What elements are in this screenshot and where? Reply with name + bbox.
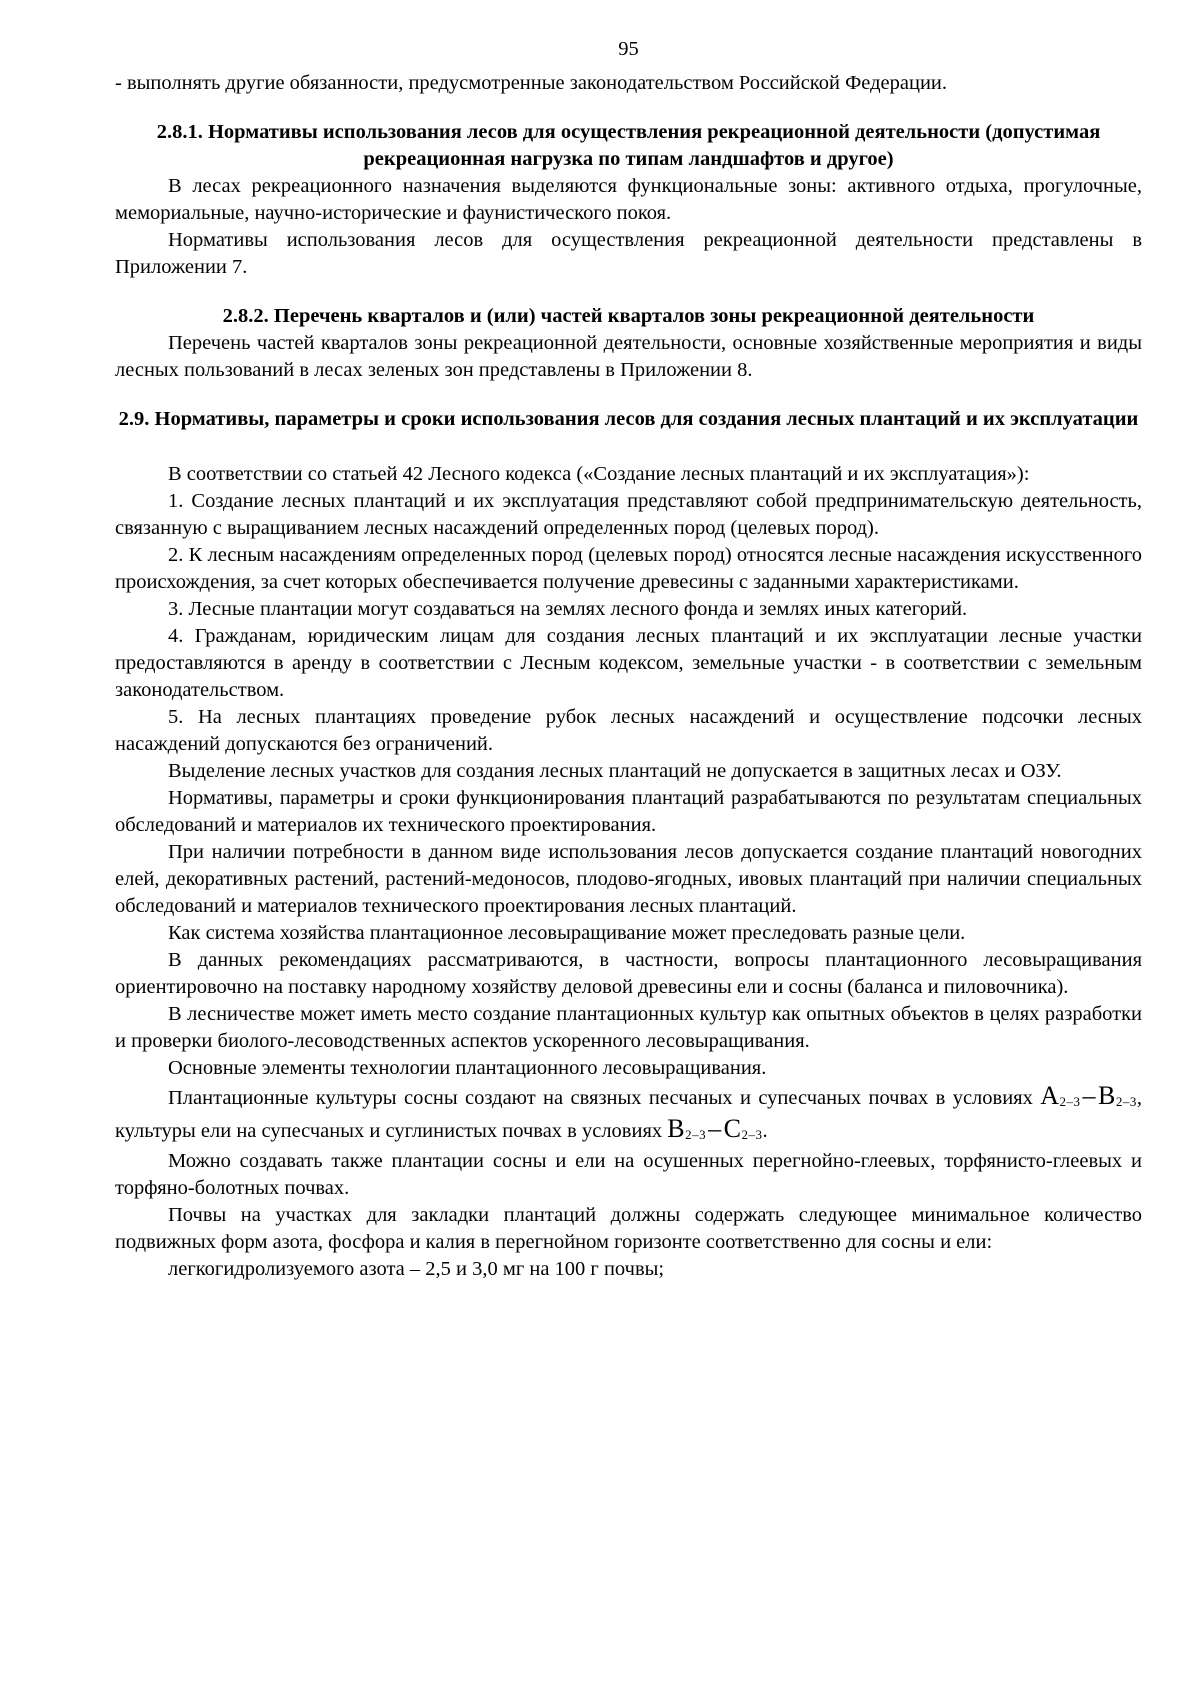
section-2-9-paragraph-15: Можно создавать также плантации сосны и ели на осушенных перегнойно-глеевых, торфянисто-глеевых и торфяно-болотных почвах.	[115, 1149, 1142, 1199]
paragraph-14-text-c: .	[762, 1119, 768, 1142]
formula-letter: C	[723, 1113, 742, 1143]
section-2-9-paragraph-14	[115, 1082, 1142, 1148]
section-2-8-1-paragraph-2: Нормативы использования лесов для осуществления рекреационной деятельности представлены в Приложении 7.	[115, 229, 1142, 278]
formula-letter: B	[1098, 1081, 1116, 1110]
section-2-9-paragraph-16: Почвы на участках для закладки плантаций должны содержать следующее минимальное количество подвижных форм азота, фосфора и калия в перегнойном горизонте соответственно для сосны и ели:	[115, 1203, 1142, 1253]
soil-condition-formula-pine	[1040, 1081, 1137, 1110]
section-2-9-paragraph-7: Выделение лесных участков для создания лесных плантаций не допускается в защитных лесах и ОЗУ.	[168, 760, 1062, 782]
section-2-9-paragraph-4: 3. Лесные плантации могут создаваться на землях лесного фонда и землях иных категорий.	[168, 598, 968, 620]
section-2-9-heading: 2.9. Нормативы, параметры и сроки использования лесов для создания лесных плантаций и их эксплуатации	[118, 408, 1139, 430]
paragraph-14-text-a: Плантационные культуры сосны создают на связных песчаных и супесчаных почвах в условиях	[168, 1087, 1041, 1109]
section-2-9-paragraph-3: 2. К лесным насаждениям определенных пород (целевых пород) относятся лесные насаждения искусственного происхождения, за счет которых обеспечивается получение древесины с заданными характеристиками.	[115, 544, 1142, 593]
formula-dash: –	[1082, 1081, 1097, 1110]
section-2-9-paragraph-1: В соответствии со статьей 42 Лесного кодекса («Создание лесных плантаций и их эксплуатация»):	[168, 463, 1030, 485]
section-2-9-paragraph-5: 4. Гражданам, юридическим лицам для создания лесных плантаций и их эксплуатации лесные участки предоставляются в аренду в соответствии с Лесным кодексом, земельные участки - в соответствии с земельным законодательством.	[115, 625, 1142, 701]
formula-dash: –	[708, 1113, 722, 1143]
formula-letter: B	[667, 1113, 686, 1143]
intro-paragraph: - выполнять другие обязанности, предусмотренные законодательством Российской Федерации.	[115, 72, 948, 94]
formula-letter: A	[1040, 1081, 1060, 1110]
formula-subscript: 2–3	[1059, 1093, 1081, 1109]
formula-subscript: 2–3	[1115, 1093, 1137, 1109]
section-2-8-1-heading: 2.8.1. Нормативы использования лесов для осуществления рекреационной деятельности (допустимая рекреационная нагрузка по типам ландшафтов и другое)	[156, 121, 1101, 170]
section-2-9-paragraph-2: 1. Создание лесных плантаций и их эксплуатация представляют собой предпринимательскую деятельность, связанную с выращиванием лесных насаждений определенных пород (целевых пород).	[115, 490, 1142, 539]
formula-subscript: 2–3	[685, 1126, 707, 1142]
section-2-9-paragraph-13: Основные элементы технологии плантационного лесовыращивания.	[168, 1057, 767, 1079]
section-2-9-paragraph-9: При наличии потребности в данном виде использования лесов допускается создание плантаций новогодних елей, декоративных растений, растений-медоносов, плодово-ягодных, ивовых плантаций при наличии специальных обследований и материалов технического проектирования лесных плантаций.	[115, 841, 1142, 917]
section-2-9-paragraph-11: В данных рекомендациях рассматриваются, в частности, вопросы плантационного лесовыращивания ориентировочно на поставку народному хозяйству деловой древесины ели и сосны (баланса и пиловочника).	[115, 949, 1142, 998]
section-2-9-paragraph-12: В лесничестве может иметь место создание плантационных культур как опытных объектов в целях разработки и проверки биолого-лесоводственных аспектов ускоренного лесовыращивания.	[115, 1003, 1142, 1052]
section-2-8-2-heading: 2.8.2. Перечень кварталов и (или) частей кварталов зоны рекреационной деятельности	[222, 305, 1035, 327]
soil-condition-formula-spruce	[667, 1114, 762, 1143]
formula-subscript: 2–3	[741, 1126, 763, 1142]
section-2-9-paragraph-17: легкогидролизуемого азота – 2,5 и 3,0 мг на 100 г почвы;	[168, 1257, 665, 1280]
page-number: 95	[618, 38, 639, 60]
section-2-9-paragraph-10: Как система хозяйства плантационное лесовыращивание может преследовать разные цели.	[168, 922, 966, 944]
section-2-9-paragraph-6: 5. На лесных плантациях проведение рубок лесных насаждений и осуществление подсочки лесных насаждений допускаются без ограничений.	[115, 706, 1142, 755]
section-2-8-1-paragraph-1: В лесах рекреационного назначения выделяются функциональные зоны: активного отдыха, прогулочные, мемориальные, научно-исторические и фаунистического покоя.	[115, 175, 1142, 224]
paragraph-14-text-b: , культуры ели на супесчаных и суглинистых почвах в условиях	[115, 1087, 1142, 1142]
section-2-9-paragraph-8: Нормативы, параметры и сроки функционирования плантаций разрабатываются по результатам специальных обследований и материалов их технического проектирования.	[115, 787, 1142, 836]
section-2-8-2-paragraph-1: Перечень частей кварталов зоны рекреационной деятельности, основные хозяйственные мероприятия и виды лесных пользований в лесах зеленых зон представлены в Приложении 8.	[115, 332, 1142, 381]
